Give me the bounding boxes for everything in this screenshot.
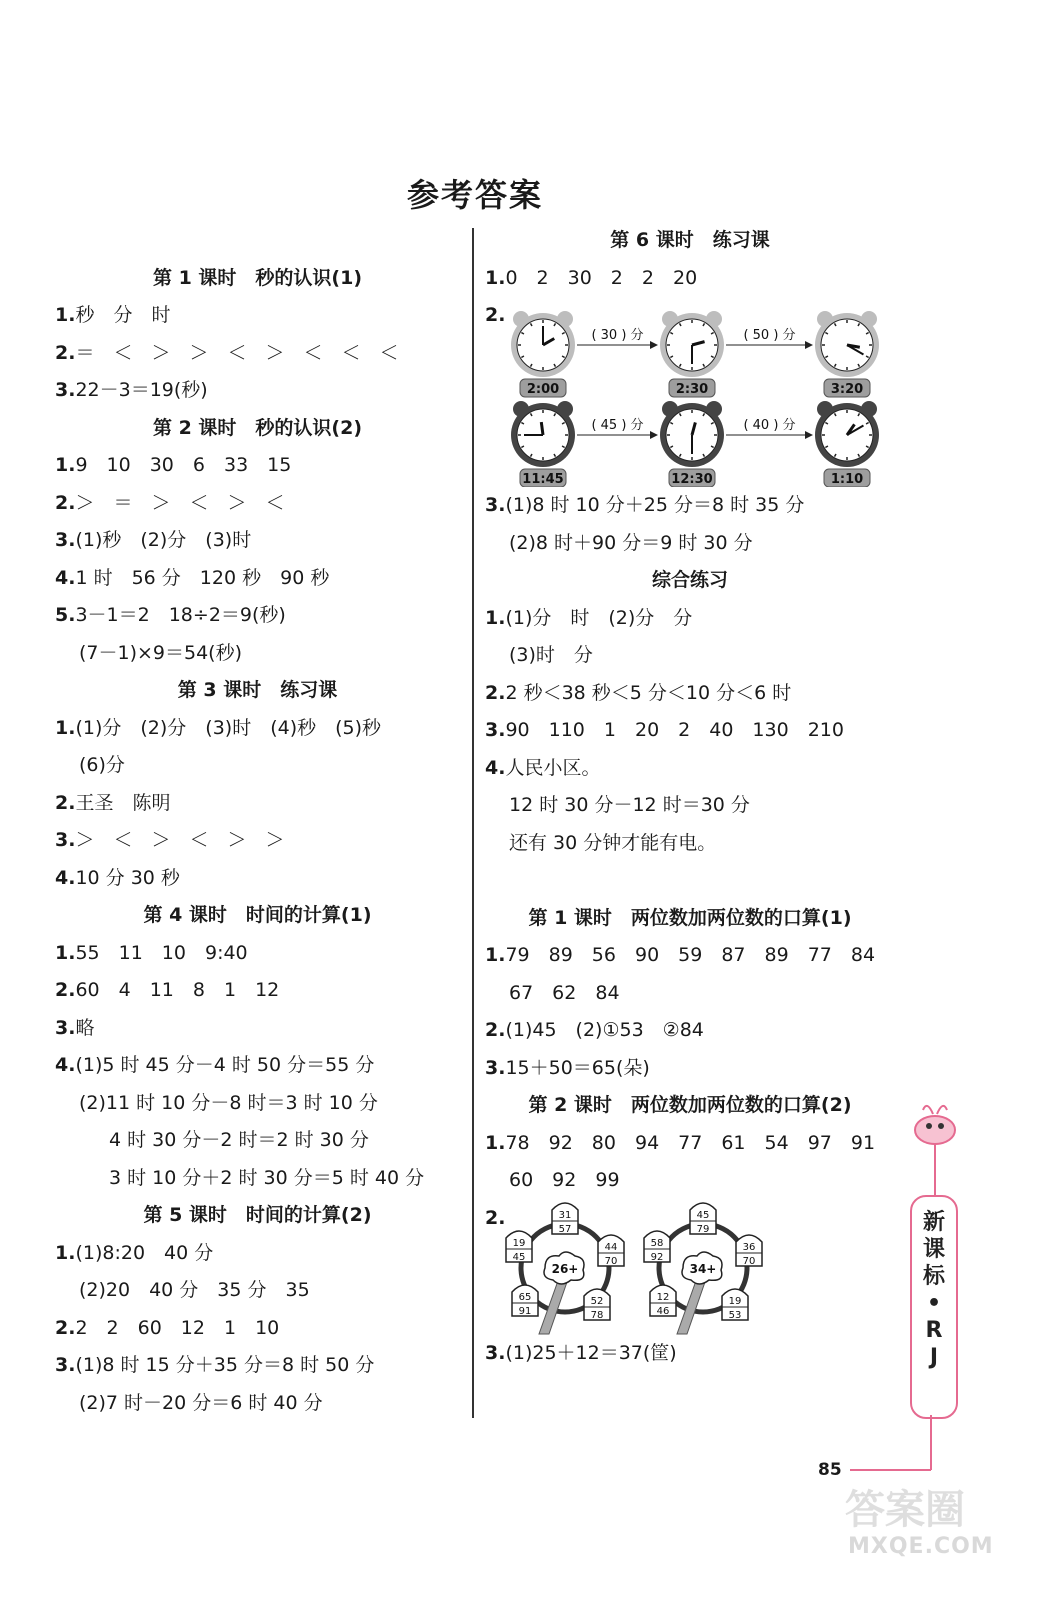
answer-line — [55, 297, 460, 335]
answer-text: (1)45 (2)①53 ②84 — [505, 1019, 704, 1041]
tab-char: 新 — [922, 1210, 945, 1235]
answer-text: 55 11 10 9:40 — [75, 941, 248, 964]
wheel-cabin — [512, 1285, 538, 1317]
mascot-decoration — [905, 1092, 965, 1202]
answer-line — [55, 1347, 460, 1385]
answer-text: 2 2 60 12 1 10 — [75, 1316, 280, 1339]
item-number: 3. — [55, 529, 76, 551]
wheel-cabin — [690, 1203, 716, 1235]
answer-continuation: 还有 30 分钟才能有电。 — [509, 831, 717, 854]
time-label: 2:30 — [675, 382, 709, 397]
answer-line — [55, 522, 460, 560]
answer-text: ＞ ＝ ＞ ＜ ＞ ＜ — [75, 491, 285, 514]
column-divider — [472, 228, 474, 1418]
center-addend: 26+ — [551, 1261, 579, 1276]
item-number: 2. — [55, 979, 76, 1001]
answer-continuation: (2)8 时＋90 分＝9 时 30 分 — [509, 531, 753, 554]
clock-figure — [485, 297, 895, 487]
center-addend: 34+ — [689, 1261, 717, 1276]
item-number: 2. — [485, 304, 506, 326]
arrow-head — [650, 431, 658, 439]
answer-text: 1 时 56 分 120 秒 90 秒 — [75, 566, 330, 589]
item-number: 2. — [485, 681, 506, 704]
item-number: 3. — [485, 1056, 506, 1079]
answer-line — [485, 1050, 895, 1088]
clock-diagram — [485, 297, 895, 487]
answer-line — [55, 372, 460, 410]
answer-line — [55, 935, 460, 973]
arrow-head — [805, 431, 813, 439]
page-title: 参考答案 — [406, 176, 543, 214]
answer-line — [485, 750, 895, 788]
answer-text: 0 2 30 2 2 20 — [505, 266, 698, 289]
cabin-sum: 45 — [512, 1251, 526, 1263]
clock — [660, 401, 724, 487]
item-number: 2. — [55, 1316, 76, 1339]
item-number: 3. — [485, 719, 506, 741]
item-number: 4. — [55, 566, 76, 589]
wheel-cabin — [584, 1289, 610, 1321]
clock — [815, 311, 879, 397]
ferris-wheel-figure — [485, 1200, 895, 1335]
item-number: 3. — [55, 379, 76, 401]
tab-char: 课 — [922, 1237, 945, 1262]
ferris-wheel-diagram — [485, 1200, 895, 1335]
answer-continuation: (3)时 分 — [509, 644, 593, 666]
item-number: 1. — [55, 941, 76, 964]
clock — [660, 311, 724, 397]
answer-text: (1)8 时 10 分＋25 分＝8 时 35 分 — [505, 494, 805, 516]
answer-text: 略 — [75, 1016, 95, 1039]
unit-2-heading — [485, 862, 895, 900]
arrow-head — [805, 341, 813, 349]
lesson-heading: 第 5 课时 时间的计算(2) — [143, 1204, 372, 1226]
answer-text: (1)分 (2)分 (3)时 (4)秒 (5)秒 — [75, 716, 382, 739]
watermark-site: MXQE.COM — [848, 1534, 994, 1559]
series-side-tab — [910, 1195, 958, 1419]
clock — [511, 311, 575, 397]
item-number: 2. — [55, 791, 76, 814]
answer-line — [485, 1335, 895, 1373]
wheel-cabin — [598, 1235, 624, 1267]
cabin-sum: 70 — [742, 1255, 756, 1267]
item-number: 4. — [55, 1054, 76, 1076]
elapsed-minutes-label: ( 45 ) 分 — [591, 418, 644, 433]
answer-line — [55, 860, 460, 898]
answer-line — [55, 597, 460, 635]
cabin-sum: 91 — [518, 1305, 532, 1317]
answer-continuation: (2)11 时 10 分－8 时＝3 时 10 分 — [79, 1091, 378, 1114]
item-number: 2. — [485, 1019, 506, 1041]
cabin-sum: 79 — [696, 1223, 710, 1235]
answer-line — [55, 485, 460, 523]
clock — [815, 401, 879, 487]
left-column — [55, 222, 460, 1422]
cabin-number: 58 — [650, 1237, 664, 1249]
answer-text: 人民小区。 — [505, 756, 601, 779]
answer-text: 王圣 陈明 — [75, 791, 171, 814]
item-number: 1. — [55, 454, 76, 476]
answer-line — [55, 1047, 460, 1085]
answer-text: 22－3＝19(秒) — [75, 379, 208, 401]
answer-continuation: 4 时 30 分－2 时＝2 时 30 分 — [109, 1129, 369, 1151]
cabin-sum: 57 — [558, 1223, 572, 1235]
cabin-sum: 78 — [590, 1309, 604, 1321]
lesson-heading: 第 2 课时 秒的认识(2) — [152, 416, 363, 439]
cabin-sum: 53 — [728, 1309, 742, 1321]
item-number: 5. — [55, 604, 76, 626]
cabin-number: 31 — [558, 1209, 572, 1221]
answer-continuation: 60 92 99 — [509, 1169, 620, 1191]
wheel-cabin — [644, 1231, 670, 1263]
lesson-heading: 第 2 课时 两位数加两位数的口算(2) — [528, 1094, 852, 1116]
answer-line — [55, 1235, 460, 1273]
answer-line — [55, 972, 460, 1010]
cabin-sum: 46 — [656, 1305, 670, 1317]
arrow-head — [650, 341, 658, 349]
item-number: 2. — [55, 341, 76, 364]
item-number: 1. — [55, 1241, 76, 1264]
answer-text: 90 110 1 20 2 40 130 210 — [505, 719, 844, 741]
wheel-cabin — [506, 1231, 532, 1263]
answer-line — [55, 560, 460, 598]
answer-text: 60 4 11 8 1 12 — [75, 979, 280, 1001]
watermark: 答案圈 — [845, 1487, 965, 1533]
answer-text: 78 92 80 94 77 61 54 97 91 — [505, 1131, 876, 1154]
answer-text: ＝ ＜ ＞ ＞ ＜ ＞ ＜ ＜ ＜ — [75, 341, 399, 364]
elapsed-minutes-label: ( 40 ) 分 — [743, 418, 796, 433]
cabin-number: 44 — [604, 1241, 618, 1253]
answer-continuation: (7－1)×9＝54(秒) — [79, 641, 243, 664]
answer-text: (1)25＋12＝37(筐) — [505, 1341, 677, 1364]
time-label: 12:30 — [671, 472, 713, 487]
tab-char: J — [929, 1345, 939, 1370]
answer-text: 9 10 30 6 33 15 — [75, 454, 292, 476]
answer-continuation: (2)7 时－20 分＝6 时 40 分 — [79, 1391, 323, 1414]
answer-text: (1)5 时 45 分－4 时 50 分＝55 分 — [75, 1054, 375, 1076]
item-number: 3. — [485, 494, 506, 516]
answer-text: 15＋50＝65(朵) — [505, 1056, 650, 1079]
lesson-heading: 第 3 课时 练习课 — [177, 679, 338, 701]
lesson-heading: 第 1 课时 秒的认识(1) — [152, 266, 363, 289]
item-number: 2. — [485, 1206, 506, 1229]
clock — [511, 401, 575, 487]
answer-text: (1)秒 (2)分 (3)时 — [75, 529, 252, 551]
answer-text: 3－1＝2 18÷2＝9(秒) — [75, 604, 286, 626]
wheel-cabin — [650, 1285, 676, 1317]
series-label — [912, 1209, 956, 1371]
answer-line — [55, 1010, 460, 1048]
answer-line — [485, 1012, 895, 1050]
unit-1-heading — [55, 222, 460, 260]
answer-line — [55, 785, 460, 823]
answer-line — [55, 447, 460, 485]
item-number: 1. — [485, 606, 506, 629]
cabin-number: 19 — [512, 1237, 526, 1249]
right-column — [485, 222, 895, 1372]
time-label: 3:20 — [830, 382, 864, 397]
lesson-heading: 第 6 课时 练习课 — [610, 229, 770, 251]
wheel-cabin — [736, 1235, 762, 1267]
tab-char: 标 — [922, 1264, 945, 1289]
cabin-number: 12 — [656, 1291, 670, 1303]
cabin-sum: 70 — [604, 1255, 618, 1267]
answer-continuation: 12 时 30 分－12 时＝30 分 — [509, 794, 750, 816]
item-number: 3. — [55, 1354, 76, 1376]
item-number: 1. — [485, 266, 506, 289]
item-number: 1. — [485, 944, 506, 966]
answer-text: 79 89 56 90 59 87 89 77 84 — [505, 944, 876, 966]
cabin-number: 65 — [518, 1291, 532, 1303]
item-number: 2. — [55, 491, 76, 514]
item-number: 3. — [55, 1016, 76, 1039]
answer-continuation: (6)分 — [79, 754, 125, 776]
answer-text: (1)8:20 40 分 — [75, 1241, 214, 1264]
answer-line — [55, 335, 460, 373]
time-label: 1:10 — [830, 472, 864, 487]
elapsed-minutes-label: ( 30 ) 分 — [591, 328, 644, 343]
lesson-heading: 第 4 课时 时间的计算(1) — [143, 904, 372, 926]
answer-text: 10 分 30 秒 — [75, 866, 180, 889]
answer-text: (1)分 时 (2)分 分 — [505, 606, 693, 629]
lesson-heading: 第 1 课时 两位数加两位数的口算(1) — [528, 906, 852, 929]
item-number: 4. — [485, 756, 506, 779]
answer-continuation: (2)20 40 分 35 分 35 — [79, 1279, 310, 1301]
answer-line — [485, 1125, 895, 1163]
time-label: 2:00 — [526, 382, 560, 397]
cabin-number: 52 — [590, 1295, 604, 1307]
item-number: 3. — [485, 1341, 506, 1364]
answer-line — [55, 1310, 460, 1348]
cabin-sum: 92 — [650, 1251, 664, 1263]
answer-line — [55, 710, 460, 748]
answer-line — [55, 822, 460, 860]
tab-char: • — [926, 1291, 942, 1316]
ferris-wheel — [506, 1203, 624, 1334]
tab-char: R — [925, 1318, 943, 1343]
answer-line — [485, 600, 895, 638]
wheel-cabin — [552, 1203, 578, 1235]
item-number: 1. — [55, 716, 76, 739]
item-number: 3. — [55, 829, 76, 851]
item-number: 1. — [485, 1131, 506, 1154]
item-number: 4. — [55, 866, 76, 889]
page-number: 85 — [818, 1460, 842, 1480]
answer-line — [485, 487, 895, 525]
answer-text: ＞ ＜ ＞ ＜ ＞ ＞ — [75, 829, 285, 851]
answer-line — [485, 675, 895, 713]
hour-hand — [541, 422, 543, 435]
answer-text: 秒 分 时 — [75, 304, 171, 326]
cabin-number: 19 — [728, 1295, 742, 1307]
ferris-wheel — [644, 1203, 762, 1334]
answer-line — [485, 260, 895, 298]
answer-line — [485, 712, 895, 750]
item-number: 1. — [55, 304, 76, 326]
answer-text: 2 秒＜38 秒＜5 分＜10 分＜6 时 — [505, 681, 792, 704]
answer-continuation: 67 62 84 — [509, 981, 620, 1004]
lesson-heading: 综合练习 — [651, 569, 728, 591]
wheel-cabin — [722, 1289, 748, 1321]
time-label: 11:45 — [522, 472, 564, 487]
answer-text: (1)8 时 15 分＋35 分＝8 时 50 分 — [75, 1354, 375, 1376]
cabin-number: 45 — [696, 1209, 710, 1221]
cabin-number: 36 — [742, 1241, 756, 1253]
elapsed-minutes-label: ( 50 ) 分 — [743, 328, 796, 343]
answer-continuation: 3 时 10 分＋2 时 30 分＝5 时 40 分 — [109, 1166, 425, 1189]
answer-line — [485, 937, 895, 975]
